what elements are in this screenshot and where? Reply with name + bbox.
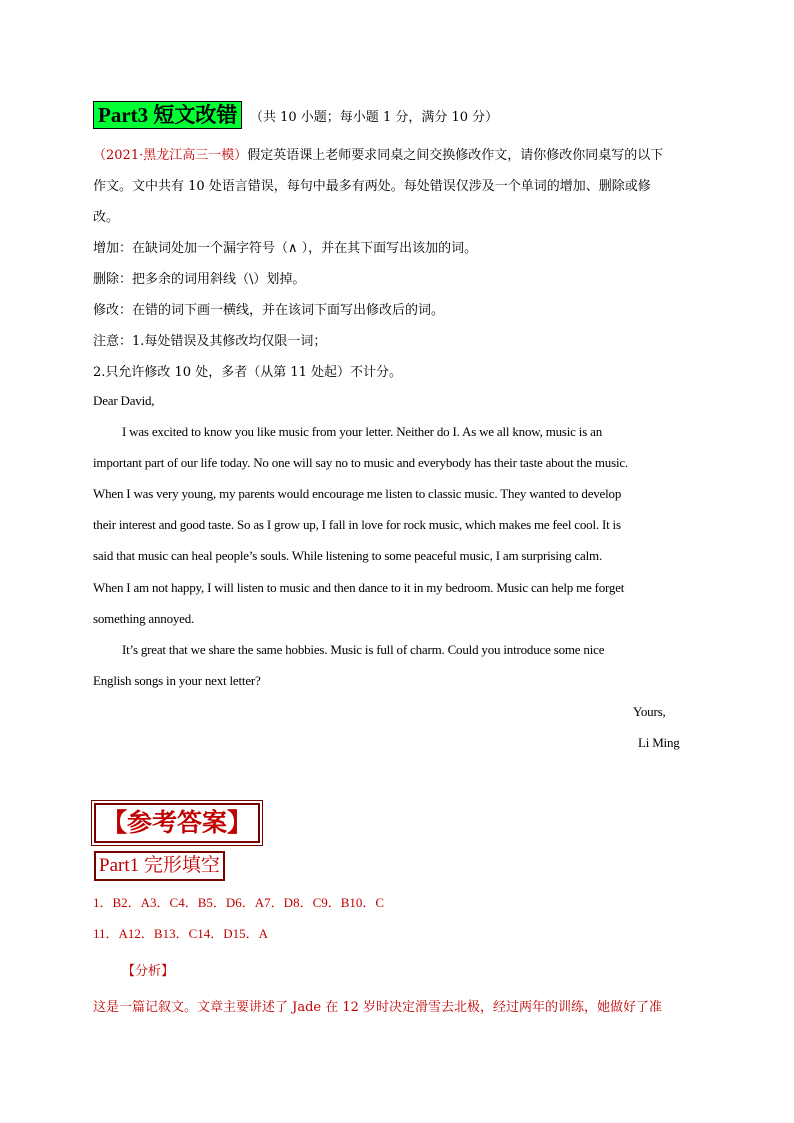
answer-header: 【参考答案】: [94, 803, 260, 843]
letter-line: their interest and good taste. So as I grow up, I fall in love for rock music, which makes me feel cool. It is: [93, 517, 621, 532]
part3-score-note: （共 10 小题；每小题 1 分，满分 10 分）: [250, 110, 499, 125]
rule-modify: 修改：在错的词下画一横线，并在该词下面写出修改后的词。: [93, 303, 445, 318]
letter-closing: Yours,: [633, 704, 666, 719]
letter-line: I was excited to know you like music from your letter. Neither do I. As we all know, music is an: [122, 424, 602, 439]
instruction-line-3: 改。: [93, 210, 120, 225]
letter-line: When I am not happy, I will listen to music and then dance to it in my bedroom. Music can help me forget: [93, 580, 625, 595]
part1-title: Part1 完形填空: [94, 851, 225, 881]
note-1: 注意：1.每处错误及其修改均仅限一词；: [93, 334, 327, 349]
instruction-text: 假定英语课上老师要求同桌之间交换修改作文，请你修改你同桌写的以下: [247, 148, 664, 163]
answer-row-1: 1．B2．A3．C4．B5．D6．A7．D8．C9．B10．C: [93, 895, 385, 910]
note-2: 2.只允许修改 10 处，多者（从第 11 处起）不计分。: [93, 365, 403, 380]
letter-line: something annoyed.: [93, 611, 195, 626]
rule-delete: 删除：把多余的词用斜线（\）划掉。: [93, 272, 306, 287]
letter-line: It’s great that we share the same hobbies. Music is full of charm. Could you introduce some nice: [122, 642, 605, 657]
part3-title: Part3 短文改错: [93, 101, 242, 129]
letter-line: important part of our life today. No one will say no to music and everybody has their taste about the music.: [93, 455, 628, 470]
rule-add: 增加：在缺词处加一个漏字符号（∧ ），并在其下面写出该加的词。: [93, 241, 478, 256]
instruction-line-2: 作文。文中共有 10 处语言错误，每句中最多有两处。每处错误仅涉及一个单词的增加、删除或修: [93, 179, 651, 194]
letter-line: When I was very young, my parents would encourage me listen to classic music. They wanted to develop: [93, 486, 622, 501]
letter-line: English songs in your next letter?: [93, 673, 261, 688]
letter-signature: Li Ming: [638, 735, 680, 750]
letter-greeting: Dear David,: [93, 393, 155, 408]
instruction-line-1: [93, 144, 663, 163]
analysis-text: 这是一篇记叙文。文章主要讲述了 Jade 在 12 岁时决定滑雪去北极，经过两年的训练，她做好了准: [93, 1000, 663, 1015]
letter-line: said that music can heal people’s souls. While listening to some peaceful music, I am surprising calm.: [93, 548, 602, 563]
source-label: （2021·黑龙江高三一模）: [93, 148, 248, 163]
answer-row-2: 11．A12．B13．C14．D15．A: [93, 926, 269, 941]
analysis-label: 【分析】: [122, 964, 175, 979]
